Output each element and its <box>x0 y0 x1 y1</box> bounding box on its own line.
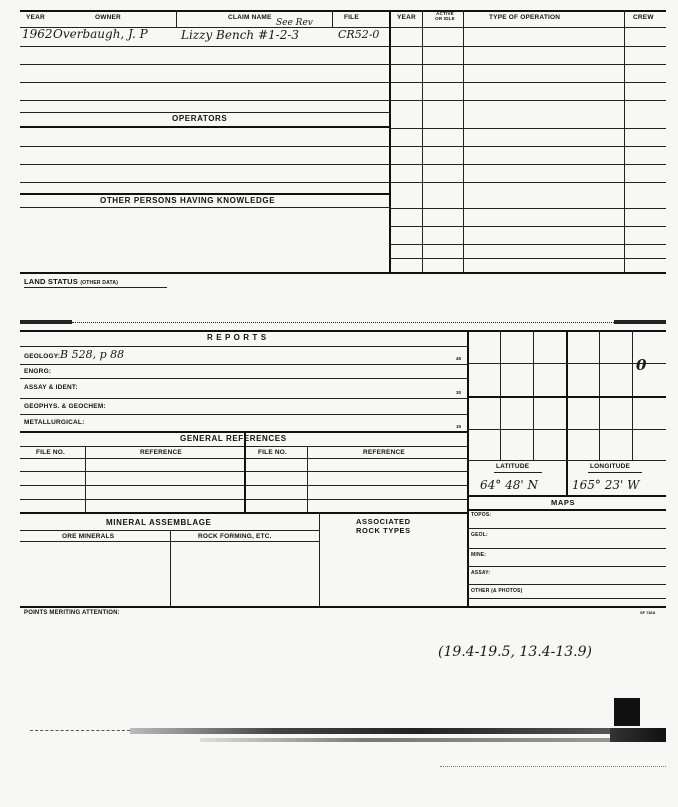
header-owner: OWNER <box>95 14 121 21</box>
latlong-bottom-rule <box>467 495 666 497</box>
operators-rule <box>20 126 390 128</box>
grid-line <box>500 330 501 460</box>
activity-row-rule <box>389 82 666 83</box>
activity-row-rule <box>389 164 666 165</box>
header-file: FILE <box>344 14 359 21</box>
entry-claim-note: See Rev <box>276 18 313 28</box>
grid-center-line <box>566 330 568 496</box>
grid-left-border <box>467 330 469 606</box>
entry-file: CR52-0 <box>338 28 380 41</box>
file-no-header-1: FILE NO. <box>36 449 66 456</box>
report-number-45: 45 <box>456 356 462 361</box>
other-persons-top-rule <box>20 193 390 195</box>
other-persons-heading: OTHER PERSONS HAVING KNOWLEDGE <box>100 196 276 205</box>
land-status-label: LAND STATUS <box>24 277 79 286</box>
grid-line <box>632 330 633 460</box>
header-year: YEAR <box>26 14 45 21</box>
row-rule <box>20 182 390 183</box>
topos-label: TOPOS: <box>471 512 492 518</box>
row-rule <box>20 146 390 147</box>
refs-col-divider <box>307 446 308 512</box>
scan-artifact <box>610 728 666 742</box>
operators-top-rule <box>20 112 390 113</box>
refs-col-divider <box>244 431 246 512</box>
row-rule <box>20 378 467 379</box>
row-rule <box>20 164 390 165</box>
land-status-heading <box>24 277 118 286</box>
header-active-line1: ACTIVE <box>436 11 454 16</box>
left-right-divider <box>389 10 391 272</box>
reports-heading: R E P O R T S <box>207 333 267 342</box>
engrg-label: ENGRG: <box>24 368 52 375</box>
ore-minerals-header: ORE MINERALS <box>62 533 115 540</box>
geology-label: GEOLOGY: <box>24 353 61 360</box>
entry-year: 1962 <box>22 27 53 41</box>
row-rule <box>20 82 390 83</box>
associated-rock-types-2: ROCK TYPES <box>356 526 411 535</box>
active-type-divider <box>463 10 464 272</box>
maps-heading: MAPS <box>551 498 576 507</box>
rock-forming-header: ROCK FORMING, ETC. <box>198 533 272 540</box>
refs-bottom-rule <box>20 512 467 514</box>
land-status-sub: (OTHER DATA) <box>80 280 119 286</box>
activity-row-rule <box>389 128 666 129</box>
activity-row-rule <box>389 226 666 227</box>
entry-owner: Overbaugh, J. P <box>53 27 148 41</box>
activity-row-rule <box>389 182 666 183</box>
scan-mark <box>20 320 72 324</box>
points-meriting-label: POINTS MERITING ATTENTION: <box>24 610 120 616</box>
header-crew: CREW <box>633 14 654 21</box>
row-rule <box>20 46 390 47</box>
reports-top-rule <box>20 330 666 332</box>
latitude-label: LATITUDE <box>496 463 530 470</box>
activity-row-rule <box>389 146 666 147</box>
longitude-underline <box>588 472 642 473</box>
scan-artifact <box>130 728 610 734</box>
grid-center-hline <box>467 396 666 398</box>
assay-map-label: ASSAY: <box>471 570 491 576</box>
activity-row-rule <box>389 46 666 47</box>
grid-line <box>599 330 600 460</box>
operators-heading: OPERATORS <box>172 114 228 123</box>
minerals-col-divider <box>319 512 320 606</box>
top-border <box>20 10 666 12</box>
reports-block-bottom <box>20 606 666 608</box>
latitude-underline <box>494 472 542 473</box>
refs-col-divider <box>85 446 86 512</box>
row-rule <box>467 584 666 585</box>
longitude-value: 165° 23' W <box>572 478 640 492</box>
header-claim-name: CLAIM NAME <box>228 14 272 21</box>
row-rule <box>20 364 467 365</box>
latitude-value: 64° 48' N <box>480 478 538 492</box>
reports-heading-rule <box>20 346 467 347</box>
header-type-of-operation: TYPE OF OPERATION <box>489 14 561 21</box>
header-year-2: YEAR <box>397 14 416 21</box>
general-references-heading: GENERAL REFERENCES <box>180 434 287 443</box>
year-active-divider <box>422 10 423 272</box>
scan-artifact-block <box>614 698 640 726</box>
metallurgical-label: METALLURGICAL: <box>24 419 85 426</box>
header-divider <box>332 10 333 27</box>
land-status-top-rule <box>20 272 666 274</box>
row-rule <box>20 100 390 101</box>
other-photos-label: OTHER (& PHOTOS) <box>471 588 523 594</box>
geology-value: B 528, p 88 <box>60 348 125 361</box>
report-number-30: 30 <box>456 390 462 395</box>
type-crew-divider <box>624 10 625 272</box>
longitude-label: LONGITUDE <box>590 463 631 470</box>
activity-row-rule <box>389 208 666 209</box>
minerals-col-divider <box>170 530 171 606</box>
associated-rock-types-1: ASSOCIATED <box>356 517 411 526</box>
report-number-15: 15 <box>456 424 462 429</box>
reference-header-2: REFERENCE <box>363 449 405 456</box>
mineral-assemblage-heading: MINERAL ASSEMBLAGE <box>106 518 212 527</box>
grid-line <box>533 330 534 460</box>
other-persons-rule <box>20 207 390 208</box>
entry-claim-name: Lizzy Bench #1-2-3 <box>181 28 300 42</box>
header-divider <box>176 10 177 27</box>
row-rule <box>20 398 467 399</box>
row-rule <box>467 598 666 599</box>
grid-bottom-line <box>467 460 666 461</box>
activity-row-rule <box>389 100 666 101</box>
grid-line <box>467 429 666 430</box>
reports-dotted-rule <box>72 322 614 323</box>
maps-rule <box>467 509 666 511</box>
form-number: SF 7818 <box>640 610 656 615</box>
geol-label: GEOL: <box>471 532 488 538</box>
geophys-label: GEOPHYS. & GEOCHEM: <box>24 403 106 410</box>
header-active-line2: OR IDLE <box>435 16 455 21</box>
row-rule <box>20 64 390 65</box>
header-active <box>431 11 459 21</box>
scan-artifact <box>200 738 620 742</box>
row-rule <box>467 566 666 567</box>
row-rule <box>20 414 467 415</box>
activity-row-rule <box>389 64 666 65</box>
row-rule <box>467 548 666 549</box>
coordinates-note: (19.4-19.5, 13.4-13.9) <box>438 644 592 660</box>
scan-artifact <box>440 766 666 767</box>
mine-label: MINE: <box>471 552 487 558</box>
reference-header-1: REFERENCE <box>140 449 182 456</box>
activity-row-rule <box>389 244 666 245</box>
file-no-header-2: FILE NO. <box>258 449 288 456</box>
land-status-underline <box>24 287 167 288</box>
scan-artifact <box>30 730 130 731</box>
grid-mark: 0 <box>636 356 647 374</box>
assay-label: ASSAY & IDENT: <box>24 384 78 391</box>
row-rule <box>467 528 666 529</box>
activity-row-rule <box>389 258 666 259</box>
scan-mark <box>614 320 666 324</box>
